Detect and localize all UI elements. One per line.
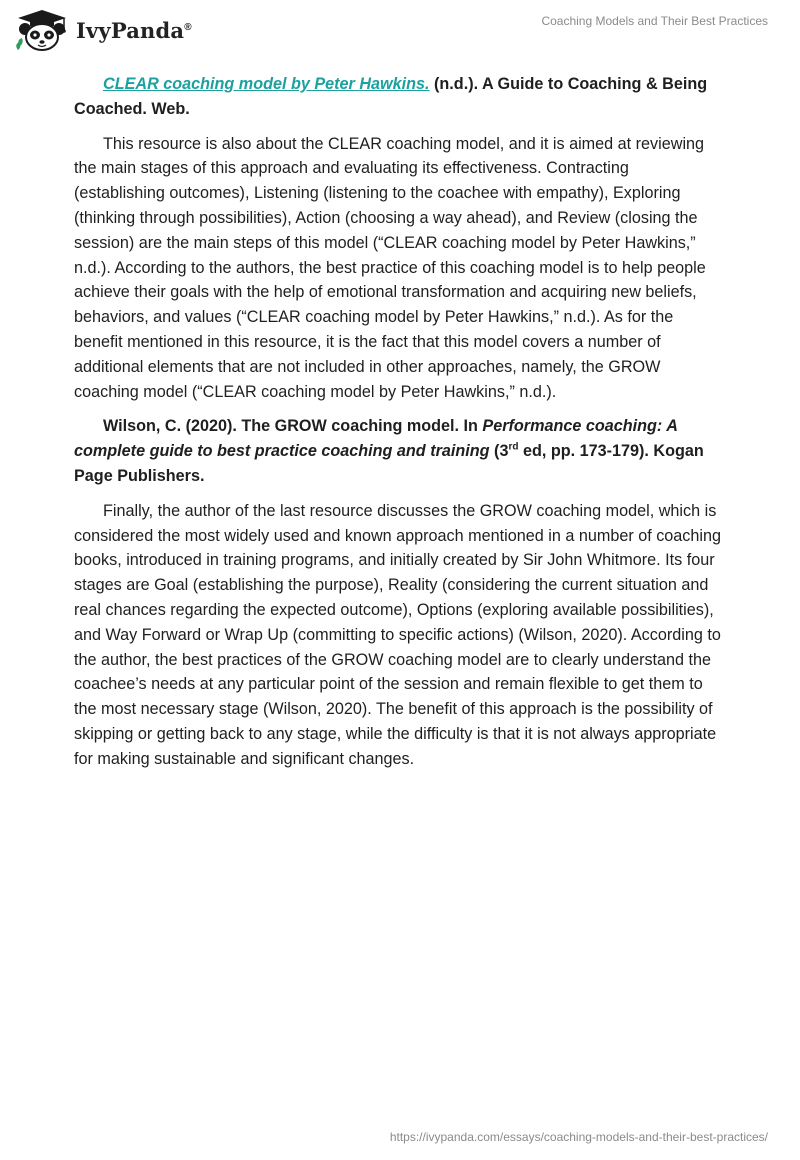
brand-name: IvyPanda® (76, 17, 192, 43)
essay-content (74, 72, 724, 782)
reference-author: Wilson, C. (2020). The GROW coaching model. In (103, 417, 483, 436)
reference-entry-clear (74, 72, 724, 122)
reference-edition-suffix: rd (508, 441, 519, 453)
reference-link-clear[interactable]: CLEAR coaching model by Peter Hawkins. (103, 75, 430, 93)
reference-edition: (3 (489, 442, 509, 461)
paragraph-grow-summary: Finally, the author of the last resource discusses the GROW coaching model, which is considered the most widely used and known approach mentioned in a number of coaching books, introduced in training programs, and initially created by Sir John Whitmore. Its four stages are Goal (establishing the purpose), Reality (considering the current situation and real chances regarding the expected outcome), Options (exploring available possibilities), and Way Forward or Wrap Up (committing to specific actions) (Wilson, 2020). According to the author, the best practices of the GROW coaching model are to clearly understand the coachee’s needs at any particular point of the session and remain flexible to get them to the most necessary stage (Wilson, 2020). The benefit of this approach is the possibility of skipping or getting back to any stage, while the difficulty is that it is not always appropriate for making sustainable and significant changes. (74, 501, 722, 768)
paragraph-clear-summary: This resource is also about the CLEAR coaching model, and it is aimed at reviewing the main stages of this approach and evaluating its effectiveness. Contracting (establishing outcomes), Listening (listening to the coachee with empathy), Exploring (thinking through possibilities), Action (choosing a way ahead), and Review (closing the session) are the main steps of this model (“CLEAR coaching model by Peter Hawkins,” n.d.). According to the authors, the best practice of this coaching model is to help people achieve their goals with the help of emotional transformation and acquiring new beliefs, behaviors, and values (“CLEAR coaching model by Peter Hawkins,” n.d.). As for the benefit mentioned in this resource, it is the fact that this model covers a number of additional elements that are not included in other approaches, namely, the GROW coaching model (“CLEAR coaching model by Peter Hawkins,” n.d.). (74, 134, 706, 401)
page-header (0, 0, 800, 62)
document-title: Coaching Models and Their Best Practices (541, 14, 768, 28)
reference-book-title: Performance coaching: A complete guide to best practice coaching and training (74, 417, 678, 461)
panda-graduate-icon (14, 8, 70, 52)
source-url[interactable]: https://ivypanda.com/essays/coaching-models-and-their-best-practices/ (389, 1130, 768, 1144)
reference-entry-grow (74, 414, 724, 488)
reference-rest: (n.d.). A Guide to Coaching & Being Coached. Web. (74, 75, 708, 118)
ivypanda-logo[interactable] (14, 8, 192, 52)
reference-publisher: ed, pp. 173-179). Kogan Page Publishers. (74, 442, 704, 485)
